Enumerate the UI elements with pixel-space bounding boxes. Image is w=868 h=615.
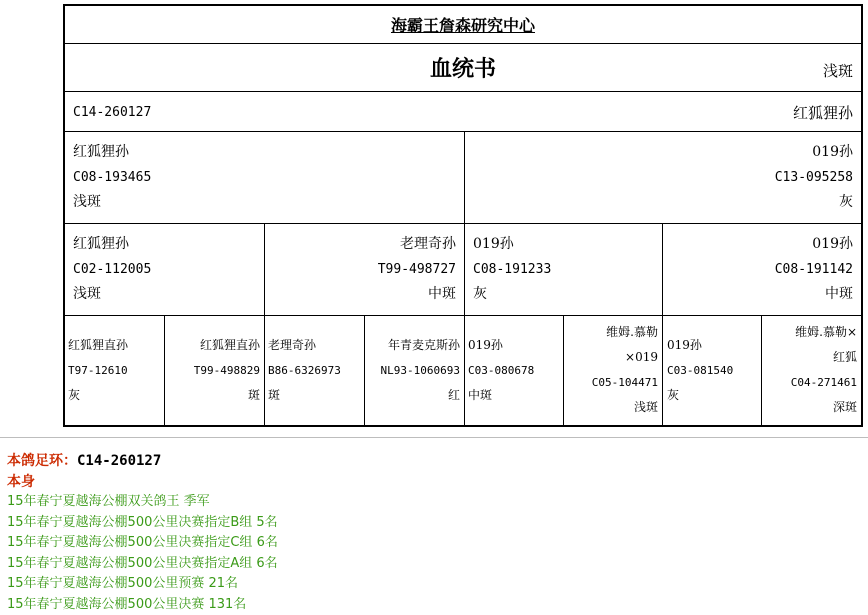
gd1-color: 中斑 <box>428 286 456 302</box>
ggp6-name-line2: ×019 <box>625 350 658 364</box>
self-label: 本身 <box>7 473 35 490</box>
achievement-item: 15年春宁夏越海公棚500公里决赛指定B组 5名 <box>7 514 278 530</box>
ggp4-cell <box>366 333 460 408</box>
ggp5-color: 中斑 <box>468 388 493 402</box>
ggp1-name: 红狐狸直孙 <box>68 338 129 352</box>
gd2-cell <box>775 232 853 307</box>
dam-name: 019孙 <box>812 144 853 160</box>
gs2-name: 019孙 <box>473 236 514 252</box>
gs1-color: 浅斑 <box>73 286 101 302</box>
bird-color: 浅斑 <box>822 62 853 80</box>
gs1-cell <box>73 232 151 307</box>
ggp2-ring: T99-498829 <box>193 364 260 377</box>
row-divider <box>65 91 861 92</box>
gs2-ring: C08-191233 <box>473 262 552 277</box>
col-divider <box>563 315 564 427</box>
row-divider <box>65 223 861 224</box>
ggp1-ring: T97-12610 <box>68 364 128 377</box>
col-divider <box>264 315 265 427</box>
col-divider <box>364 315 365 427</box>
ggp6-cell <box>565 320 658 420</box>
pedigree-card <box>63 4 863 427</box>
gd2-ring: C08-191142 <box>774 262 853 277</box>
gd1-name: 老理奇孙 <box>400 236 456 252</box>
ggp3-color: 斑 <box>268 388 281 402</box>
ggp2-cell <box>166 333 260 408</box>
ggp2-color: 斑 <box>247 388 260 402</box>
ggp7-cell <box>667 333 759 408</box>
ring-value: C14-260127 <box>77 453 162 469</box>
ggp6-name-line1: 维姆.慕勒 <box>606 325 658 339</box>
ggp8-ring: C04-271461 <box>790 376 857 389</box>
achievement-item: 15年春宁夏越海公棚500公里预赛 21名 <box>7 576 239 591</box>
bird-info <box>7 451 278 615</box>
ggp6-color: 浅斑 <box>633 400 658 414</box>
gd1-ring: T99-498727 <box>377 262 456 277</box>
ggp5-ring: C03-080678 <box>468 364 535 377</box>
row-divider <box>65 43 861 44</box>
sire-color: 浅斑 <box>73 194 101 210</box>
pedigree-title: 血统书 <box>429 56 496 82</box>
col-divider <box>662 315 663 427</box>
ggp3-name: 老理奇孙 <box>268 338 317 352</box>
dam-cell <box>775 140 853 215</box>
row-divider <box>65 131 861 132</box>
bird-name: 红狐狸孙 <box>792 104 853 122</box>
org-title: 海霸王詹森研究中心 <box>390 16 535 35</box>
ggp4-name: 年青麦克斯孙 <box>387 338 460 352</box>
achievement-item: 15年春宁夏越海公棚500公里决赛 131名 <box>7 596 247 612</box>
row-divider <box>65 315 861 316</box>
section-separator <box>0 437 868 438</box>
col-divider <box>464 315 465 427</box>
ggp8-name-line1: 维姆.慕勒× <box>795 325 857 339</box>
ggp3-ring: B86-6326973 <box>268 364 341 377</box>
sire-name: 红狐狸孙 <box>73 144 129 160</box>
ggp7-color: 灰 <box>667 388 680 402</box>
dam-ring: C13-095258 <box>774 170 853 185</box>
ggp7-ring: C03-081540 <box>667 364 734 377</box>
ggp8-cell <box>764 320 857 420</box>
ggp7-name: 019孙 <box>667 338 702 352</box>
gd2-color: 中斑 <box>825 286 853 302</box>
ggp5-cell <box>468 333 562 408</box>
dam-color: 灰 <box>839 194 853 210</box>
achievement-item: 15年春宁夏越海公棚500公里决赛指定C组 6名 <box>7 535 278 550</box>
ggp3-cell <box>268 333 362 408</box>
achievement-item: 15年春宁夏越海公棚500公里决赛指定A组 6名 <box>7 555 278 571</box>
sire-ring: C08-193465 <box>73 170 152 185</box>
ggp8-name-line2: 红狐 <box>832 350 857 364</box>
ring-line <box>7 451 278 472</box>
achievement-item: 15年春宁夏越海公棚双关鸽王 季军 <box>7 494 210 509</box>
gs2-color: 灰 <box>473 286 487 302</box>
ggp4-ring: NL93-1060693 <box>380 364 460 377</box>
col-divider <box>464 223 465 315</box>
ggp6-ring: C05-104471 <box>591 376 658 389</box>
sire-cell <box>73 140 151 215</box>
gs1-name: 红狐狸孙 <box>73 236 129 252</box>
ring-label: 本鸽足环： <box>7 453 77 469</box>
ggp4-color: 红 <box>447 388 460 402</box>
gd2-name: 019孙 <box>812 236 853 252</box>
col-divider <box>464 131 465 223</box>
col-divider <box>761 315 762 427</box>
ggp8-color: 深斑 <box>832 400 857 414</box>
gs1-ring: C02-112005 <box>73 262 152 277</box>
gd1-cell <box>265 232 456 307</box>
ggp2-name: 红狐狸直孙 <box>199 338 260 352</box>
col-divider <box>164 315 165 427</box>
gs2-cell <box>473 232 551 307</box>
ggp5-name: 019孙 <box>468 338 503 352</box>
bird-ring: C14-260127 <box>73 105 152 120</box>
ggp1-color: 灰 <box>68 388 81 402</box>
col-divider <box>662 223 663 315</box>
ggp1-cell <box>68 333 162 408</box>
